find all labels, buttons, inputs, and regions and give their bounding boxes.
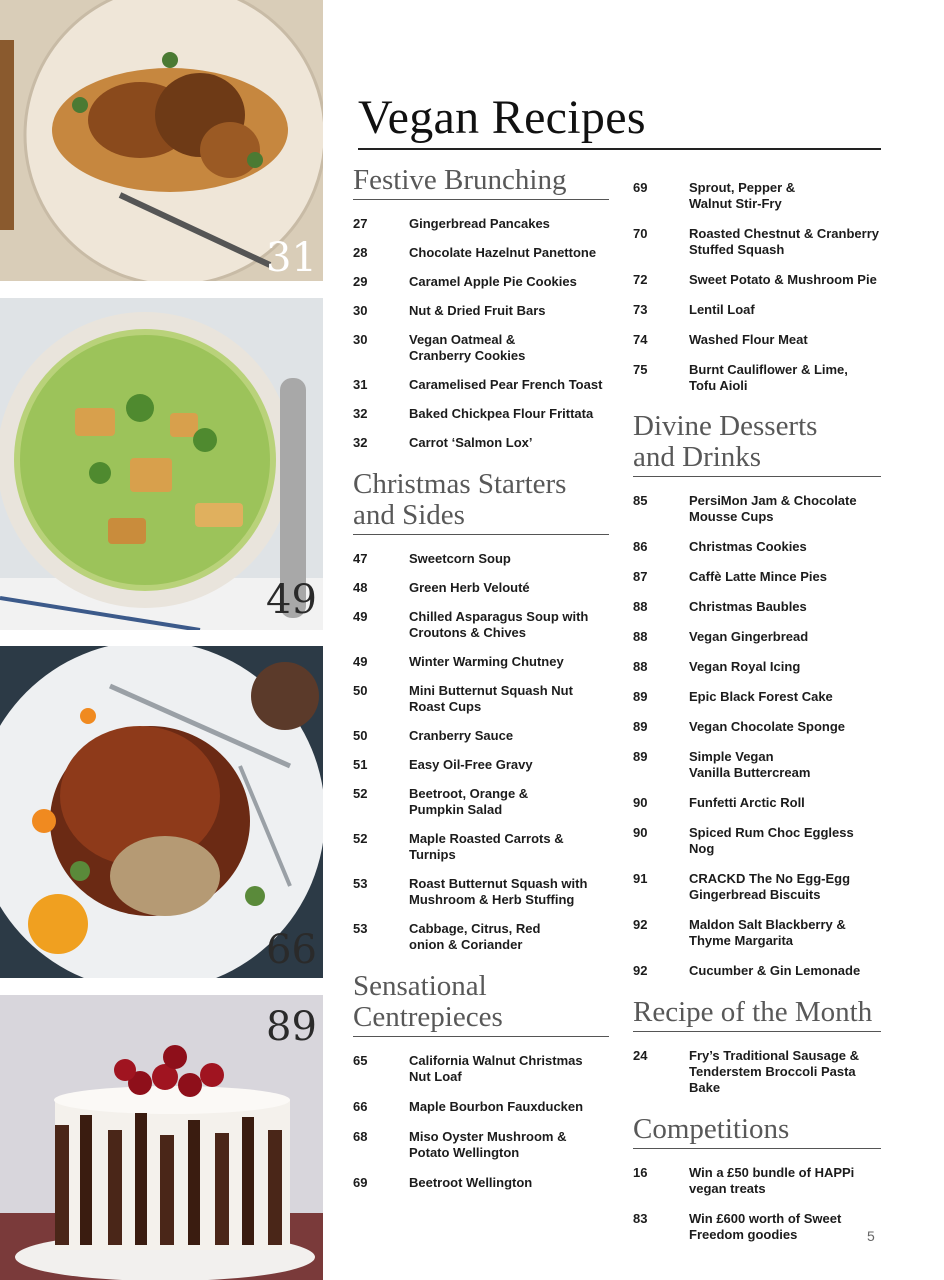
toc-recipe-name: Sprout, Pepper & Walnut Stir-Fry — [689, 180, 796, 211]
toc-entry — [633, 362, 881, 394]
section-divine-desserts — [633, 411, 881, 979]
toc-recipe-name: California Walnut Christmas Nut Loaf — [409, 1053, 583, 1084]
toc-page-number: 32 — [353, 406, 368, 421]
toc-entry — [633, 917, 881, 949]
toc-page-number: 89 — [633, 689, 648, 704]
toc-recipe-name: Epic Black Forest Cake — [689, 689, 833, 704]
toc-page-number: 89 — [633, 719, 648, 734]
toc-recipe-name: Vegan Chocolate Sponge — [689, 719, 846, 734]
toc-entry — [633, 963, 881, 979]
toc-entry — [353, 876, 609, 908]
toc-entry — [353, 377, 609, 393]
toc-recipe-name: Roasted Chestnut & Cranberry Stuffed Squash — [689, 226, 879, 257]
section-recipe-of-month — [633, 997, 881, 1096]
toc-page-number: 70 — [633, 226, 648, 241]
toc-recipe-name: Spiced Rum Choc Eggless Nog — [689, 825, 854, 856]
toc-recipe-name: Simple Vegan Vanilla Buttercream — [689, 749, 811, 780]
toc-page-number: 92 — [633, 917, 648, 932]
toc-entry — [633, 1211, 881, 1243]
toc-recipe-name: Maple Bourbon Fauxducken — [409, 1099, 584, 1114]
section-competitions — [633, 1114, 881, 1243]
toc-recipe-name: Nut & Dried Fruit Bars — [409, 303, 546, 318]
toc-page-number: 16 — [633, 1165, 648, 1180]
toc-page-number: 68 — [353, 1129, 368, 1144]
toc-page-number: 50 — [353, 683, 368, 698]
toc-page-number: 88 — [633, 659, 648, 674]
toc-recipe-name: Chocolate Hazelnut Panettone — [409, 245, 597, 260]
toc-recipe-name: Miso Oyster Mushroom & Potato Wellington — [409, 1129, 567, 1160]
toc-page-number: 69 — [353, 1175, 368, 1190]
toc-page-number: 72 — [633, 272, 648, 287]
toc-entry — [353, 757, 609, 773]
toc-page-number: 75 — [633, 362, 648, 377]
photo-french-toast — [0, 0, 323, 281]
toc-entry — [633, 719, 881, 735]
toc-page-number: 88 — [633, 599, 648, 614]
toc-entry — [353, 831, 609, 863]
toc-entry — [353, 435, 609, 451]
toc-entry — [353, 654, 609, 670]
toc-entry — [633, 539, 881, 555]
toc-recipe-name: Caramelised Pear French Toast — [409, 377, 603, 392]
toc-page-number: 30 — [353, 303, 368, 318]
toc-entry — [353, 1053, 609, 1085]
toc-recipe-name: Easy Oil-Free Gravy — [409, 757, 533, 772]
photo-roast — [0, 646, 323, 978]
section-title: Recipe of the Month — [633, 997, 881, 1032]
toc-page-number: 48 — [353, 580, 368, 595]
toc-entry — [353, 1129, 609, 1161]
toc-page-number: 92 — [633, 963, 648, 978]
section-festive-brunching — [353, 165, 609, 451]
photo-green-soup — [0, 298, 323, 630]
page-number: 5 — [867, 1228, 875, 1244]
toc-recipe-name: Washed Flour Meat — [689, 332, 808, 347]
toc-recipe-name: Beetroot, Orange & Pumpkin Salad — [409, 786, 529, 817]
toc-recipe-name: Vegan Oatmeal & Cranberry Cookies — [409, 332, 526, 363]
toc-entry — [633, 1165, 881, 1197]
toc-recipe-name: Funfetti Arctic Roll — [689, 795, 805, 810]
toc-recipe-name: Mini Butternut Squash Nut Roast Cups — [409, 683, 573, 714]
toc-recipe-name: Cranberry Sauce — [409, 728, 514, 743]
photo-page-number: 66 — [266, 927, 317, 973]
toc-page-number: 52 — [353, 786, 368, 801]
toc-page-number: 47 — [353, 551, 368, 566]
toc-entry — [353, 1099, 609, 1115]
toc-entry — [353, 683, 609, 715]
section-centrepieces-continued — [633, 180, 881, 394]
toc-entry — [353, 786, 609, 818]
toc-page-number: 28 — [353, 245, 368, 260]
toc-recipe-name: Vegan Royal Icing — [689, 659, 801, 674]
toc-recipe-name: Cabbage, Citrus, Red onion & Coriander — [409, 921, 541, 952]
toc-page-number: 69 — [633, 180, 648, 195]
toc-page-number: 90 — [633, 825, 648, 840]
toc-recipe-name: Baked Chickpea Flour Frittata — [409, 406, 594, 421]
toc-page-number: 32 — [353, 435, 368, 450]
toc-page-number: 31 — [353, 377, 368, 392]
toc-entry — [633, 1048, 881, 1096]
section-title: Competitions — [633, 1114, 881, 1149]
toc-page-number: 91 — [633, 871, 648, 886]
toc-entry — [633, 272, 881, 288]
toc-recipe-name: Win a £50 bundle of HAPPi vegan treats — [689, 1165, 855, 1196]
toc-entry — [633, 871, 881, 903]
toc-entry — [633, 749, 881, 781]
photo-black-forest-cake — [0, 995, 323, 1280]
toc-entry — [633, 493, 881, 525]
toc-recipe-name: Beetroot Wellington — [409, 1175, 533, 1190]
toc-entry — [353, 609, 609, 641]
toc-recipe-name: CRACKD The No Egg-Egg Gingerbread Biscuits — [689, 871, 851, 902]
toc-recipe-name: Sweet Potato & Mushroom Pie — [689, 272, 877, 287]
toc-page-number: 51 — [353, 757, 368, 772]
section-sensational-centrepieces — [353, 971, 609, 1191]
toc-recipe-name: Burnt Cauliflower & Lime, Tofu Aioli — [689, 362, 848, 393]
toc-page-number: 86 — [633, 539, 648, 554]
section-title: Sensational Centrepieces — [353, 971, 609, 1037]
section-title: Divine Desserts and Drinks — [633, 411, 881, 477]
toc-page-number: 29 — [353, 274, 368, 289]
toc-recipe-name: Chilled Asparagus Soup with Croutons & Chives — [409, 609, 589, 640]
toc-page-number: 53 — [353, 876, 368, 891]
photo-page-number: 31 — [266, 235, 317, 281]
toc-entry — [353, 406, 609, 422]
contents-column-left — [353, 165, 609, 1191]
contents-column-right — [633, 178, 881, 1243]
section-title: Festive Brunching — [353, 165, 609, 200]
toc-entry — [353, 216, 609, 232]
toc-entry — [633, 795, 881, 811]
toc-recipe-name: PersiMon Jam & Chocolate Mousse Cups — [689, 493, 857, 524]
toc-page-number: 83 — [633, 1211, 648, 1226]
toc-entry — [633, 629, 881, 645]
toc-recipe-name: Fry’s Traditional Sausage & Tenderstem Broccoli Pasta Bake — [689, 1048, 860, 1095]
toc-page-number: 52 — [353, 831, 368, 846]
toc-page-number: 49 — [353, 654, 368, 669]
toc-entry — [353, 332, 609, 364]
toc-entry — [353, 728, 609, 744]
toc-page-number: 27 — [353, 216, 368, 231]
toc-entry — [353, 921, 609, 953]
toc-recipe-name: Caramel Apple Pie Cookies — [409, 274, 577, 289]
section-christmas-starters — [353, 469, 609, 953]
toc-page-number: 30 — [353, 332, 368, 347]
toc-recipe-name: Win £600 worth of Sweet Freedom goodies — [689, 1211, 842, 1242]
toc-page-number: 88 — [633, 629, 648, 644]
toc-page-number: 66 — [353, 1099, 368, 1114]
toc-entry — [633, 659, 881, 675]
toc-entry — [353, 1175, 609, 1191]
toc-page-number: 90 — [633, 795, 648, 810]
toc-recipe-name: Caffè Latte Mince Pies — [689, 569, 827, 584]
toc-page-number: 73 — [633, 302, 648, 317]
title-divider — [358, 148, 881, 150]
toc-recipe-name: Christmas Cookies — [689, 539, 807, 554]
toc-page-number: 50 — [353, 728, 368, 743]
toc-recipe-name: Maple Roasted Carrots & Turnips — [409, 831, 564, 862]
toc-entry — [633, 226, 881, 258]
toc-recipe-name: Winter Warming Chutney — [409, 654, 564, 669]
photo-page-number: 49 — [266, 577, 317, 623]
toc-recipe-name: Green Herb Velouté — [409, 580, 530, 595]
toc-entry — [633, 825, 881, 857]
toc-entry — [353, 551, 609, 567]
toc-entry — [633, 332, 881, 348]
toc-page-number: 53 — [353, 921, 368, 936]
toc-entry — [353, 245, 609, 261]
toc-recipe-name: Maldon Salt Blackberry & Thyme Margarita — [689, 917, 846, 948]
section-title: Christmas Starters and Sides — [353, 469, 609, 535]
page-title: Vegan Recipes — [358, 91, 646, 144]
toc-entry — [633, 689, 881, 705]
toc-entry — [633, 180, 881, 212]
toc-entry — [633, 569, 881, 585]
toc-page-number: 65 — [353, 1053, 368, 1068]
toc-recipe-name: Gingerbread Pancakes — [409, 216, 550, 231]
toc-entry — [353, 303, 609, 319]
toc-page-number: 87 — [633, 569, 648, 584]
toc-page-number: 49 — [353, 609, 368, 624]
toc-entry — [353, 580, 609, 596]
toc-entry — [633, 302, 881, 318]
toc-recipe-name: Vegan Gingerbread — [689, 629, 809, 644]
toc-page-number: 85 — [633, 493, 648, 508]
toc-recipe-name: Lentil Loaf — [689, 302, 755, 317]
photo-page-number: 89 — [266, 1004, 317, 1050]
toc-recipe-name: Cucumber & Gin Lemonade — [689, 963, 861, 978]
toc-recipe-name: Sweetcorn Soup — [409, 551, 511, 566]
toc-page-number: 89 — [633, 749, 648, 764]
toc-recipe-name: Christmas Baubles — [689, 599, 807, 614]
toc-entry — [633, 599, 881, 615]
toc-page-number: 24 — [633, 1048, 648, 1063]
toc-page-number: 74 — [633, 332, 648, 347]
toc-recipe-name: Roast Butternut Squash with Mushroom & Herb Stuffing — [409, 876, 588, 907]
toc-recipe-name: Carrot ‘Salmon Lox’ — [409, 435, 533, 450]
toc-entry — [353, 274, 609, 290]
